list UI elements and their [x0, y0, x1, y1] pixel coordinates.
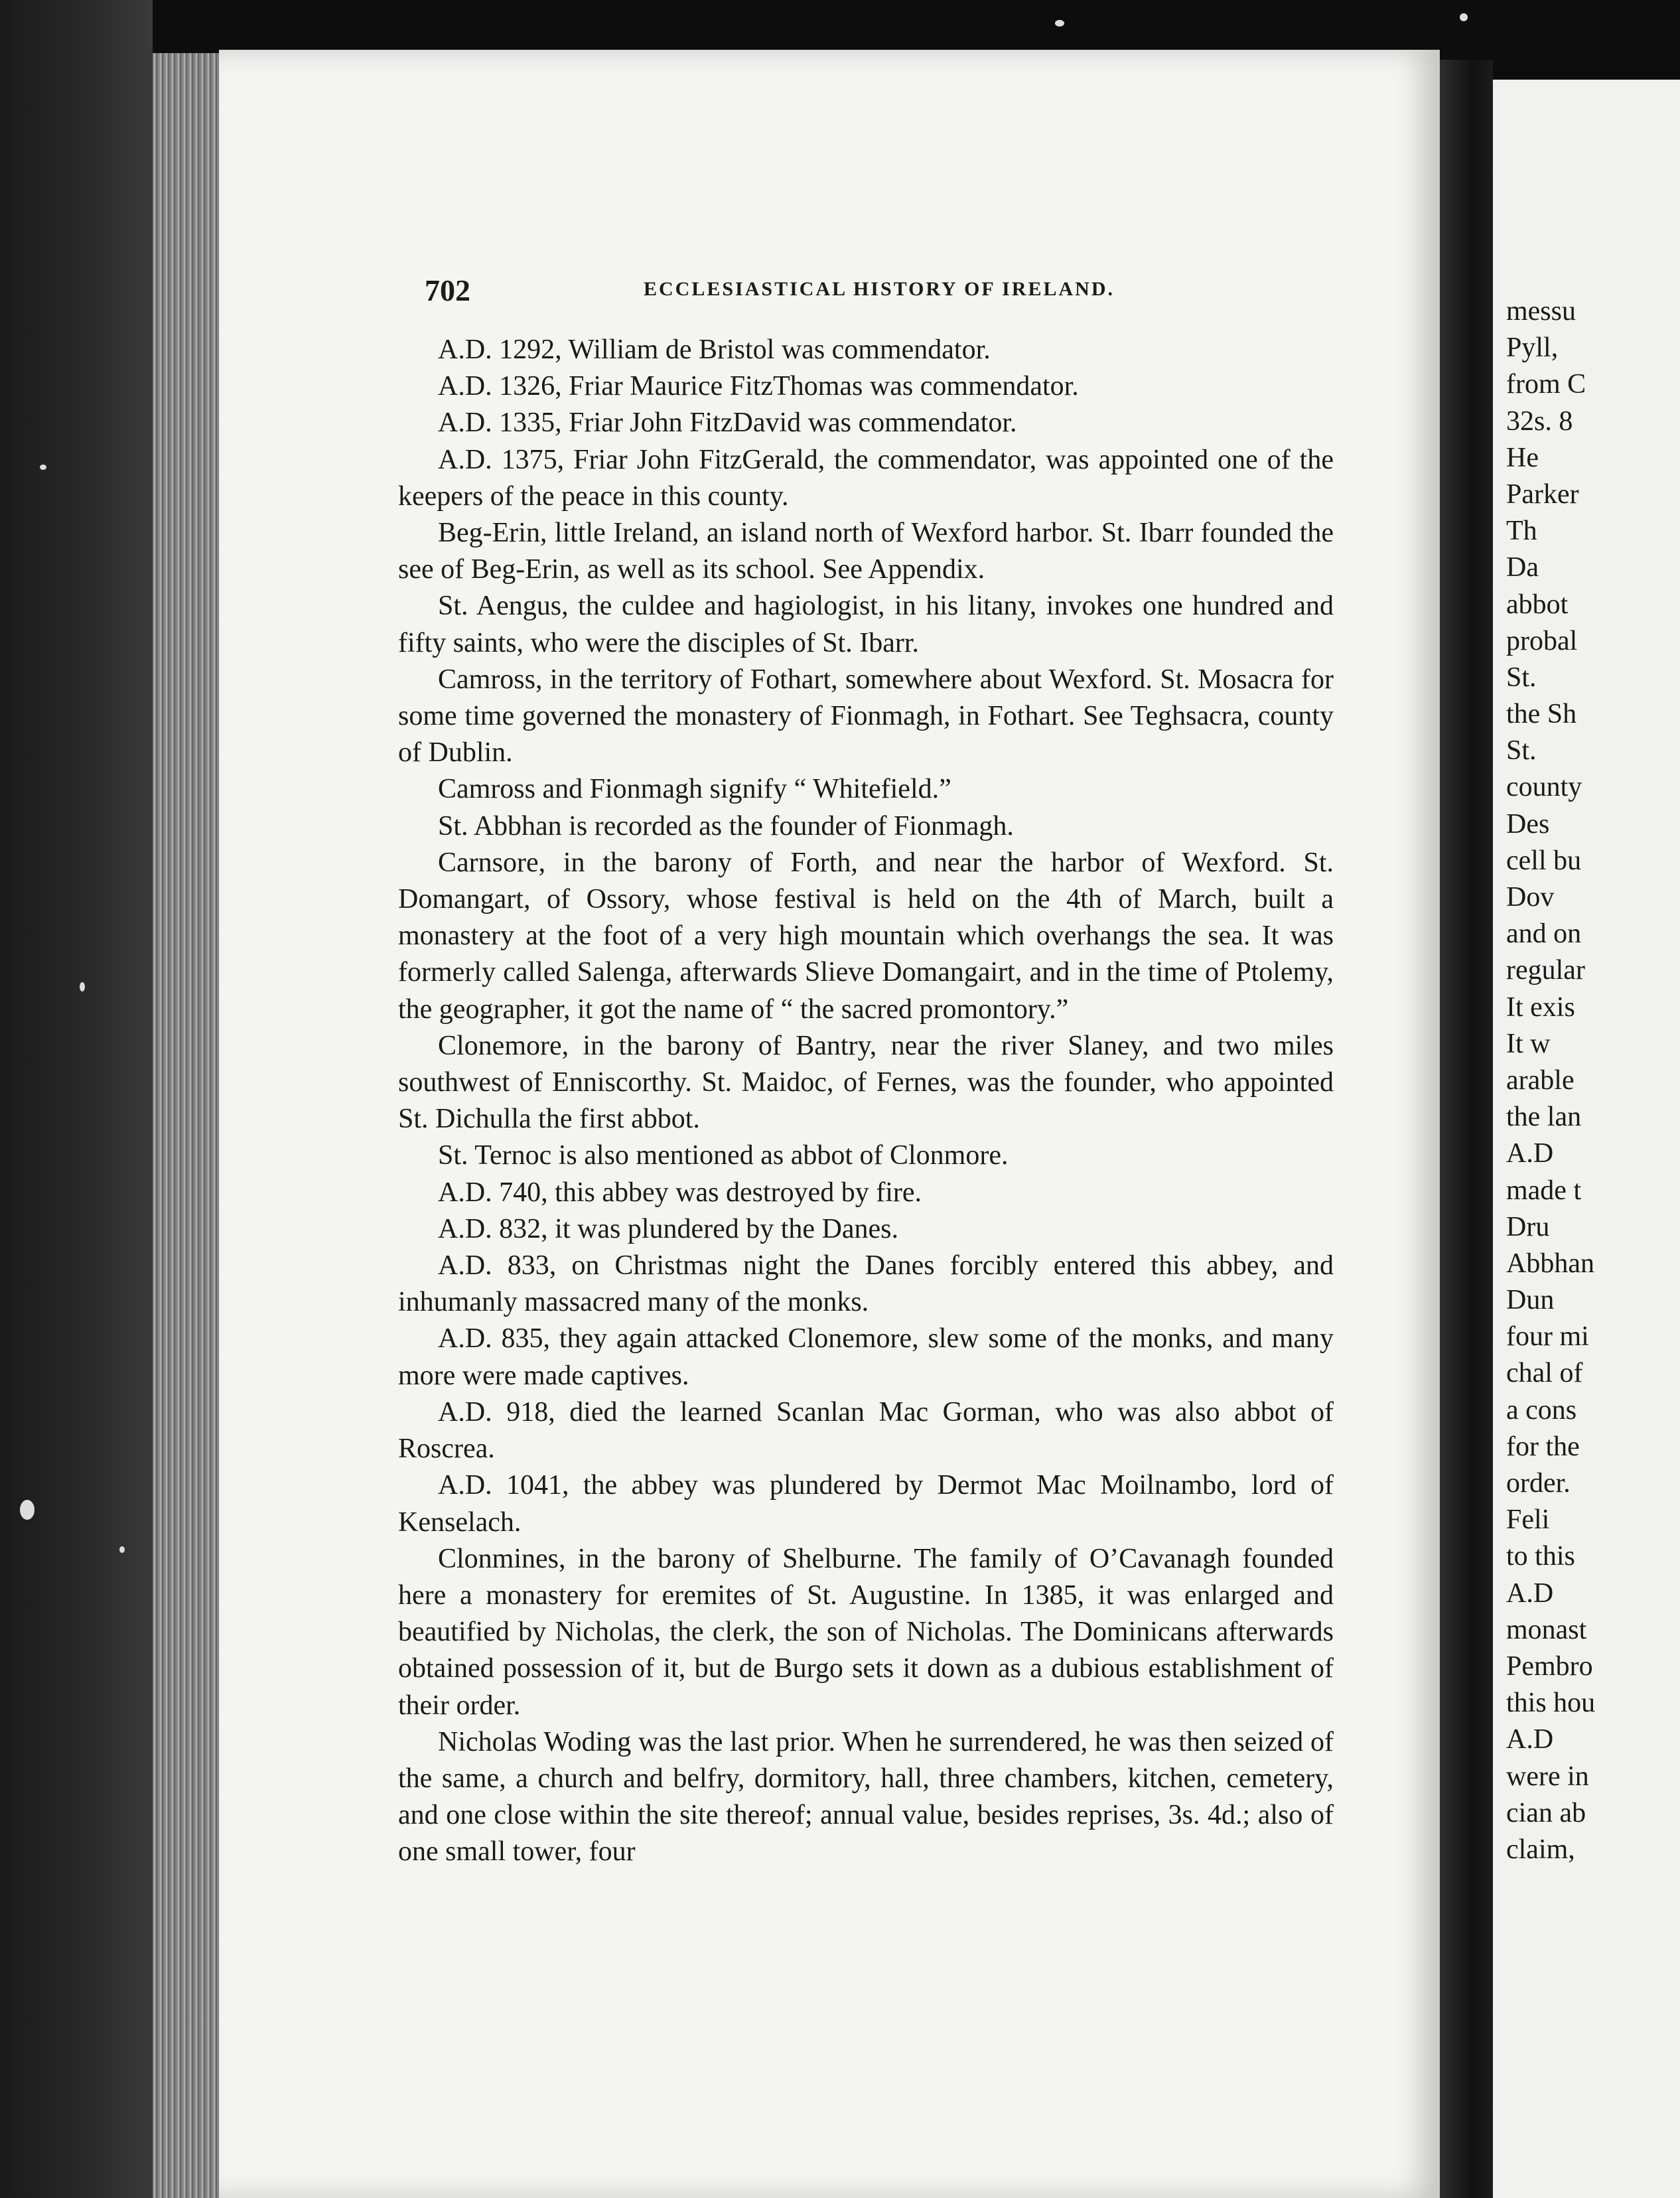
- facing-page-line: chal of: [1506, 1358, 1583, 1389]
- facing-page-text: [1506, 293, 1679, 1868]
- facing-page-line: Parker: [1506, 478, 1579, 510]
- facing-page-line: He: [1506, 442, 1539, 473]
- paragraph: A.D. 1326, Friar Maurice FitzThomas was commendator.: [438, 371, 1079, 402]
- dust-speck: [119, 1546, 125, 1553]
- paragraph: Camross, in the territory of Fothart, somewhere about Wexford. St. Mosacra for some time governed the monastery of Fionmagh, in Fothart. See Teghsacra, county of Dublin.: [398, 664, 1334, 769]
- paragraph: A.D. 1292, William de Bristol was commendator.: [438, 334, 991, 365]
- left-gutter: [0, 0, 153, 2198]
- paragraph: Camross and Fionmagh signify “ Whitefield.”: [438, 774, 951, 805]
- facing-page-line: this hou: [1506, 1688, 1596, 1719]
- facing-page-line: St.: [1506, 662, 1537, 693]
- book-page: [219, 50, 1440, 2198]
- facing-page-line: order.: [1506, 1468, 1571, 1499]
- paragraph: St. Ternoc is also mentioned as abbot of Clonmore.: [438, 1140, 1009, 1171]
- facing-page-line: St.: [1506, 735, 1537, 767]
- paragraph: Clonemore, in the barony of Bantry, near the river Slaney, and two miles southwest of Enniscorthy. St. Maidoc, of Fernes, was the founder, who appointed St. Dichulla the first abbot.: [398, 1030, 1334, 1135]
- facing-page-line: Dru: [1506, 1211, 1550, 1242]
- facing-page-line: and on: [1506, 918, 1582, 950]
- facing-page-line: a cons: [1506, 1394, 1577, 1426]
- paragraph: A.D. 835, they again attacked Clonemore, slew some of the monks, and many more were made captives.: [398, 1323, 1334, 1391]
- facing-page-line: A.D: [1506, 1138, 1554, 1169]
- facing-page-line: cell bu: [1506, 845, 1582, 876]
- header-title: ECCLESIASTICAL HISTORY OF IRELAND.: [644, 278, 1115, 300]
- facing-page-line: Des: [1506, 808, 1550, 840]
- facing-page-line: Feli: [1506, 1504, 1550, 1536]
- facing-page-line: probal: [1506, 625, 1578, 656]
- facing-page-line: were in: [1506, 1761, 1589, 1792]
- facing-page-line: It w: [1506, 1028, 1551, 1059]
- paragraph: A.D. 740, this abbey was destroyed by fire.: [438, 1177, 922, 1208]
- facing-page-line: county: [1506, 772, 1582, 803]
- page-fore-edge: [153, 53, 219, 2198]
- facing-page-line: A.D: [1506, 1577, 1554, 1609]
- facing-page-line: cian ab: [1506, 1797, 1586, 1828]
- paragraph: Beg-Erin, little Ireland, an island north of Wexford harbor. St. Ibarr founded the see of Beg-Erin, as well as its school. See Appendix.: [398, 518, 1334, 585]
- facing-page-line: A.D: [1506, 1724, 1554, 1755]
- paragraph: A.D. 1375, Friar John FitzGerald, the commendator, was appointed one of the keepers of the peace in this county.: [398, 444, 1334, 512]
- paragraph: A.D. 1335, Friar John FitzDavid was commendator.: [438, 407, 1017, 439]
- facing-page-line: Da: [1506, 552, 1539, 583]
- paragraph: A.D. 918, died the learned Scanlan Mac Gorman, who was also abbot of Roscrea.: [398, 1396, 1334, 1465]
- facing-page-line: Pembro: [1506, 1650, 1593, 1682]
- facing-page-line: the Sh: [1506, 699, 1577, 730]
- facing-page: [1493, 80, 1680, 2198]
- paragraph: A.D. 832, it was plundered by the Danes.: [438, 1213, 899, 1244]
- paragraph: Nicholas Woding was the last prior. When he surrendered, he was then seized of the same, a church and belfry, dormitory, hall, three chambers, kitchen, cemetery, and one close within the site thereof; annual value, besides reprises, 3s. 4d.; also of one small tower, four: [398, 1726, 1334, 1868]
- facing-page-line: Dun: [1506, 1285, 1555, 1316]
- dust-speck: [20, 1500, 35, 1520]
- paragraph: St. Abbhan is recorded as the founder of Fionmagh.: [438, 810, 1014, 842]
- page-number: 702: [425, 273, 470, 307]
- facing-page-line: made t: [1506, 1175, 1582, 1206]
- dust-speck: [80, 982, 85, 991]
- facing-page-line: 32s. 8: [1506, 405, 1573, 437]
- paragraph: Carnsore, in the barony of Forth, and near the harbor of Wexford. St. Domangart, of Ossory, whose festival is held on the 4th of March, built a monastery at the foot of a very high mountain which overhangs the sea. It was formerly called Salenga, afterwards Slieve Domangairt, and in the time of Ptolemy, the geographer, it got the name of “ the sacred promontory.”: [398, 847, 1334, 1025]
- facing-page-line: for the: [1506, 1431, 1580, 1462]
- facing-page-line: to this: [1506, 1541, 1575, 1572]
- facing-page-line: Pyll,: [1506, 332, 1559, 364]
- facing-page-line: from C: [1506, 369, 1586, 400]
- facing-page-line: regular: [1506, 955, 1585, 986]
- paragraph: Clonmines, in the barony of Shelburne. The family of O’Cavanagh founded here a monastery for eremites of St. Augustine. In 1385, it was enlarged and beautified by Nicholas, the clerk, the son of Nicholas. The Dominicans afterwards obtained possession of it, but de Burgo sets it down as a dubious establishment of their order.: [398, 1543, 1334, 1721]
- dust-speck: [1055, 20, 1064, 27]
- facing-page-line: arable: [1506, 1064, 1575, 1096]
- paragraph: A.D. 833, on Christmas night the Danes forcibly entered this abbey, and inhumanly massacred many of the monks.: [398, 1250, 1334, 1318]
- running-head: [425, 273, 1340, 319]
- facing-page-line: claim,: [1506, 1834, 1575, 1865]
- paragraph: St. Aengus, the culdee and hagiologist, in his litany, invokes one hundred and fifty saints, who were the disciples of St. Ibarr.: [398, 591, 1334, 658]
- facing-page-line: Dov: [1506, 882, 1555, 913]
- facing-page-line: Abbhan: [1506, 1248, 1594, 1279]
- facing-page-line: Th: [1506, 516, 1537, 547]
- spine-gutter: [1440, 60, 1493, 2198]
- dust-speck: [40, 465, 46, 470]
- dust-speck: [1460, 13, 1468, 21]
- facing-page-line: It exis: [1506, 991, 1575, 1023]
- paragraph: A.D. 1041, the abbey was plundered by Dermot Mac Moilnambo, lord of Kenselach.: [398, 1470, 1334, 1538]
- facing-page-line: messu: [1506, 296, 1576, 327]
- facing-page-line: the lan: [1506, 1102, 1582, 1133]
- facing-page-line: monast: [1506, 1614, 1587, 1645]
- facing-page-line: abbot: [1506, 589, 1569, 620]
- facing-page-line: four mi: [1506, 1321, 1589, 1353]
- body-text: [398, 332, 1334, 1871]
